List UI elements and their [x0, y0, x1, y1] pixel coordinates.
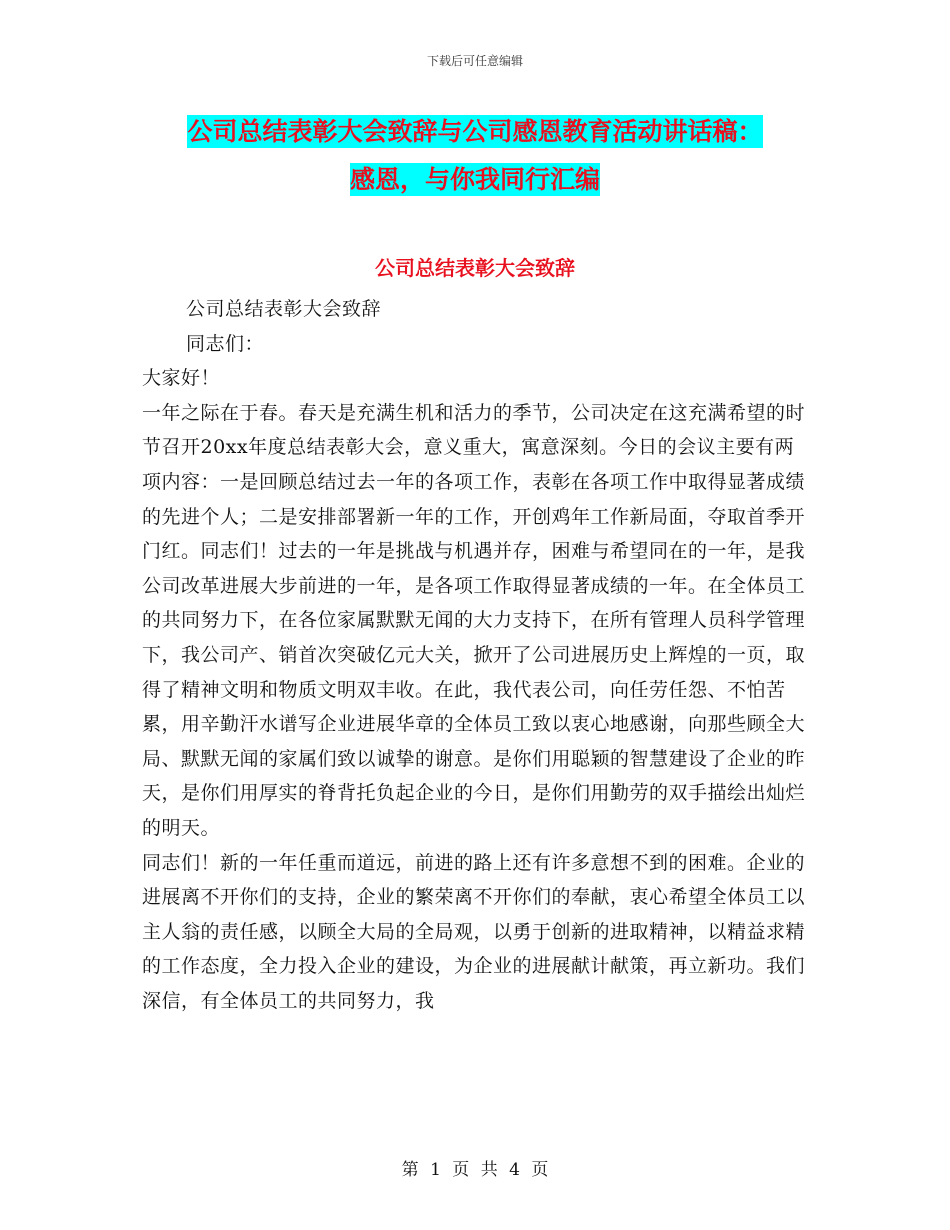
document-body: [142, 292, 807, 1018]
document-title: [0, 108, 950, 204]
title-line-2: 感恩，与你我同行汇编: [349, 165, 600, 194]
paragraph-review: 一年之际在于春。春天是充满生机和活力的季节，公司决定在这充满希望的时节召开20xx年度总结表彰大会，意义重大，寓意深刻。今日的会议主要有两项内容：一是回顾总结过去一年的各项工作，表彰在各项工作中取得显著成绩的先进个人；二是安排部署新一年的工作，开创鸡年工作新局面，夺取首季开门红。同志们！过去的一年是挑战与机遇并存，困难与希望同在的一年，是我公司改革进展大步前进的一年，是各项工作取得显著成绩的一年。在全体员工的共同努力下，在各位家属默默无闻的大力支持下，在所有管理人员科学管理下，我公司产、销首次突破亿元大关，掀开了公司进展历史上辉煌的一页，取得了精神文明和物质文明双丰收。在此，我代表公司，向任劳任怨、不怕苦累，用辛勤汗水谱写企业进展华章的全体员工致以衷心地感谢，向那些顾全大局、默默无闻的家属们致以诚挚的谢意。是你们用聪颖的智慧建设了企业的昨天，是你们用厚实的脊背托负起企业的今日，是你们用勤劳的双手描绘出灿烂的明天。: [142, 401, 806, 839]
paragraph-outlook: 同志们！新的一年任重而道远，前进的路上还有许多意想不到的困难。企业的进展离不开你们的支持，企业的繁荣离不开你们的奉献，衷心希望全体员工以主人翁的责任感，以顾全大局的全局观，以勇于创新的进取精神，以精益求精的工作态度，全力投入企业的建设，为企业的进展献计献策，再立新功。我们深信，有全体员工的共同努力，我: [142, 851, 806, 1012]
section-title: 公司总结表彰大会致辞: [375, 256, 575, 280]
paragraph-greeting: 大家好！: [142, 367, 221, 390]
header-note: 下载后可任意编辑: [426, 54, 523, 68]
title-line-1: 公司总结表彰大会致辞与公司感恩教育活动讲话稿：: [187, 117, 763, 146]
paragraph-subtitle: 公司总结表彰大会致辞: [186, 298, 382, 320]
paragraph-salutation: 同志们：: [186, 332, 265, 355]
page-footer: 第 1 页 共 4 页: [401, 1160, 549, 1180]
